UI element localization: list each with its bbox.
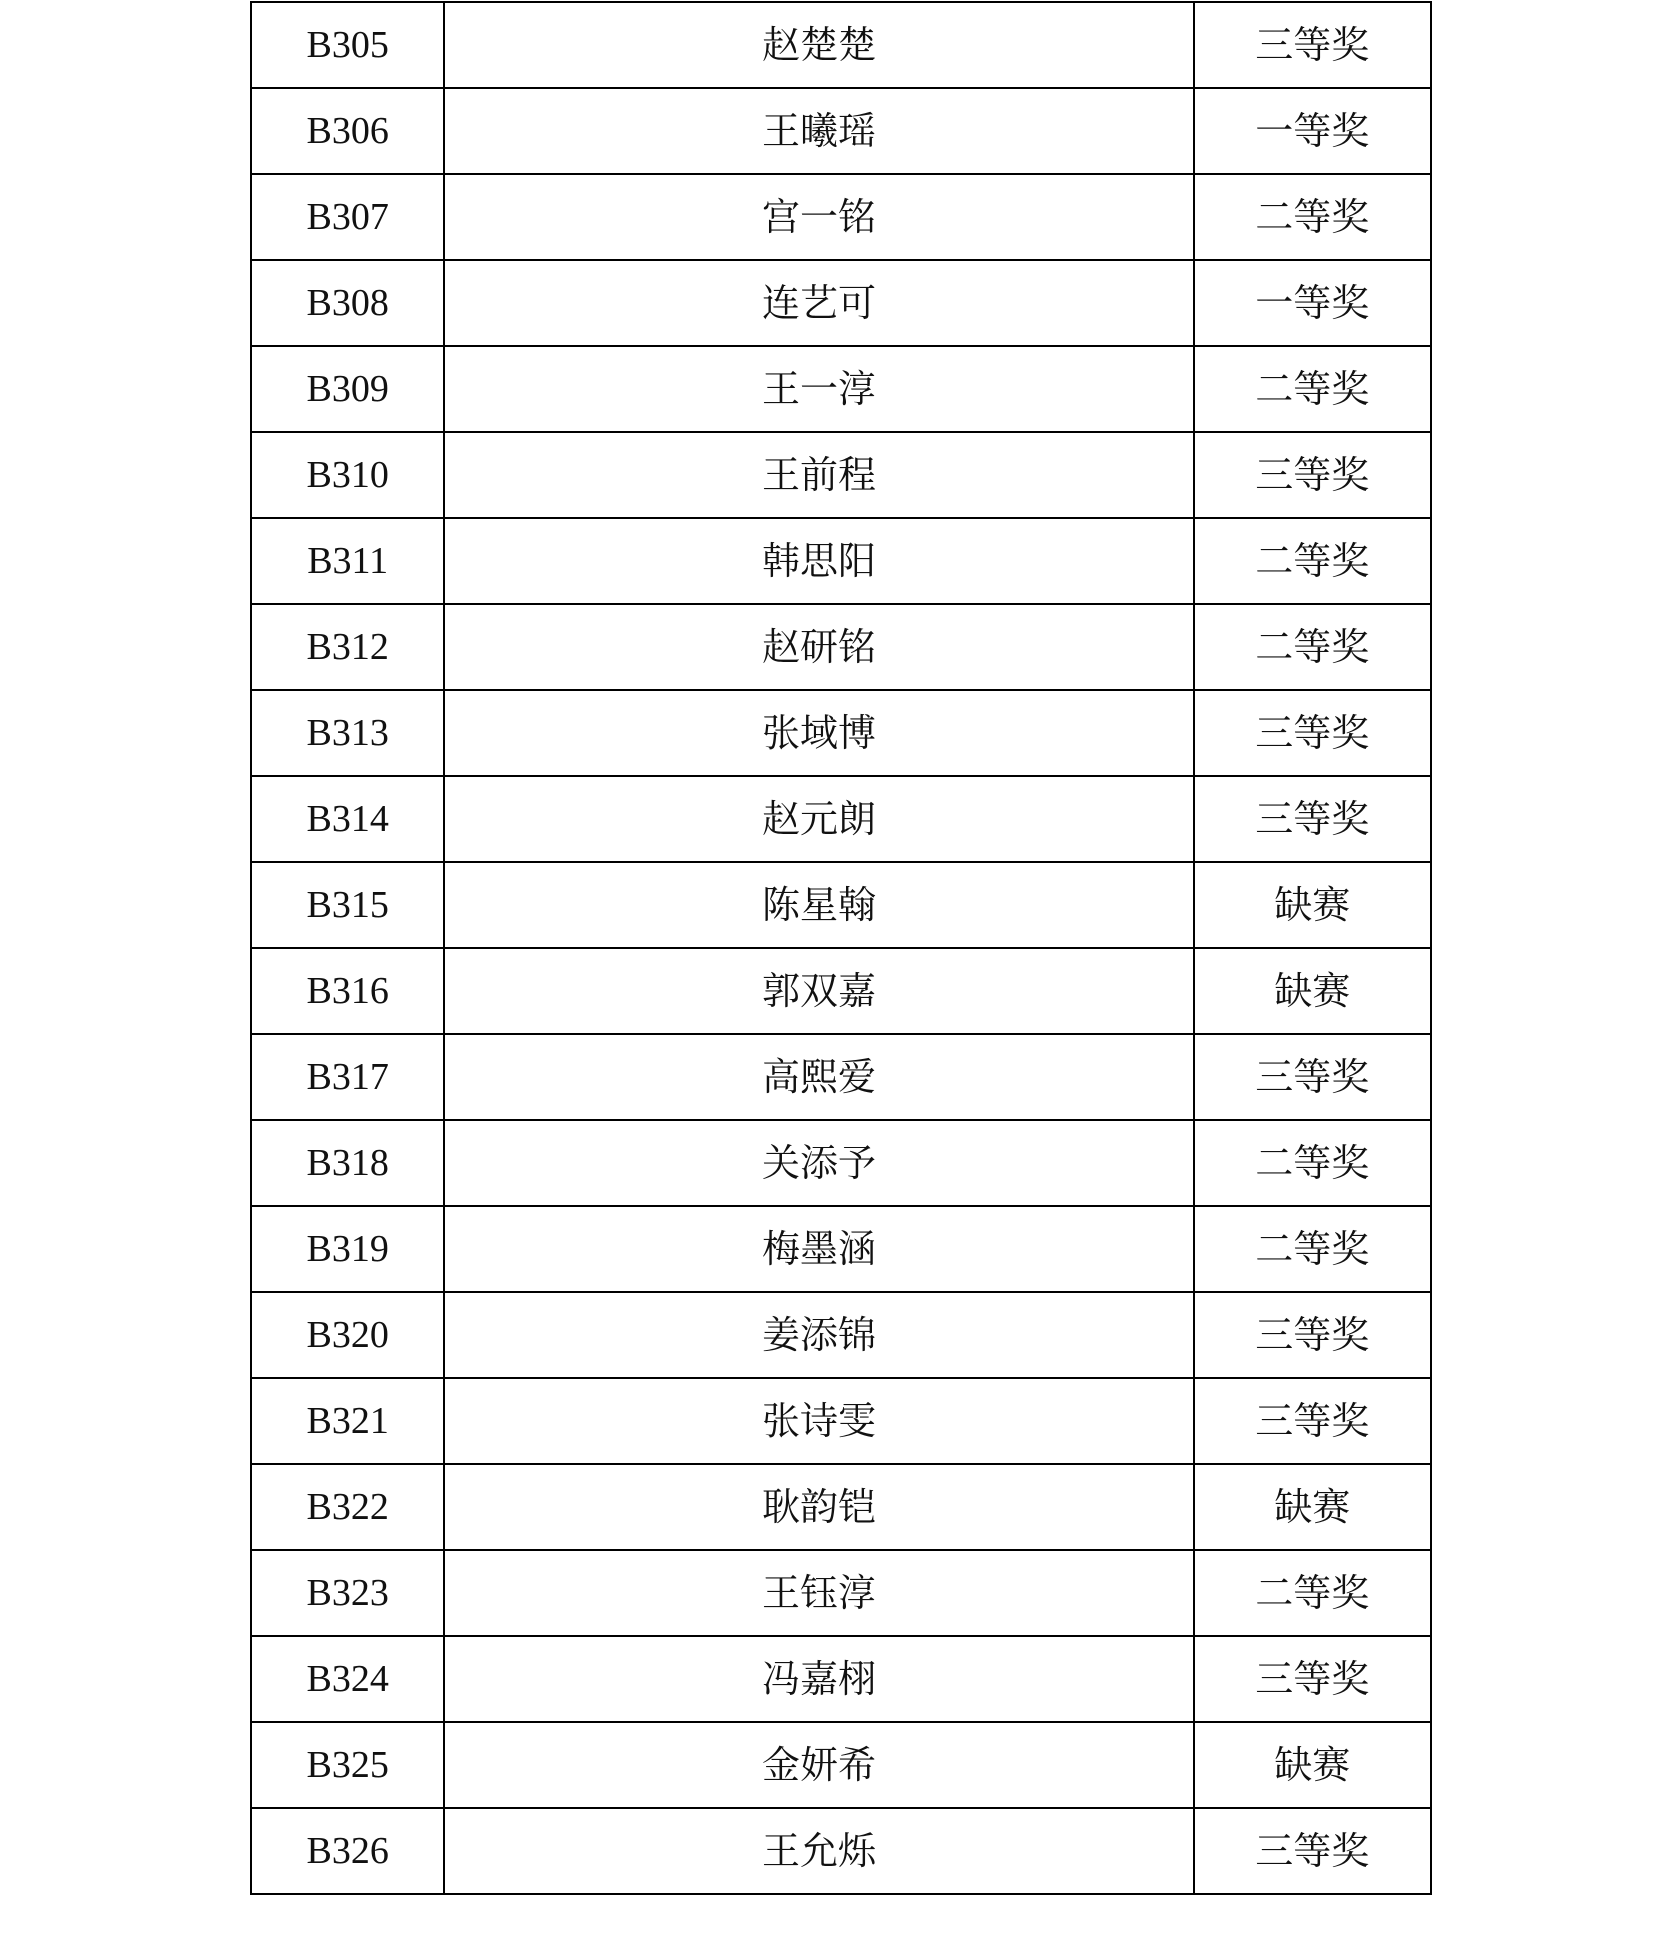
table-row — [251, 1464, 1431, 1550]
student-name-cell: 张诗雯 — [444, 1378, 1193, 1464]
award-cell: 三等奖 — [1194, 2, 1431, 88]
award-cell: 三等奖 — [1194, 1378, 1431, 1464]
student-name-cell: 王允烁 — [444, 1808, 1193, 1894]
entry-id-cell: B305 — [251, 2, 444, 88]
entry-id-cell: B314 — [251, 776, 444, 862]
entry-id-cell: B309 — [251, 346, 444, 432]
table-row — [251, 1292, 1431, 1378]
table-row — [251, 862, 1431, 948]
award-cell: 二等奖 — [1194, 174, 1431, 260]
student-name-cell: 冯嘉栩 — [444, 1636, 1193, 1722]
table-row — [251, 1808, 1431, 1894]
student-name-cell: 张域博 — [444, 690, 1193, 776]
entry-id-cell: B316 — [251, 948, 444, 1034]
entry-id-cell: B313 — [251, 690, 444, 776]
entry-id-cell: B317 — [251, 1034, 444, 1120]
entry-id-cell: B308 — [251, 260, 444, 346]
student-name-cell: 王钰淳 — [444, 1550, 1193, 1636]
table-row — [251, 88, 1431, 174]
award-cell: 三等奖 — [1194, 1034, 1431, 1120]
student-name-cell: 王一淳 — [444, 346, 1193, 432]
table-row — [251, 1120, 1431, 1206]
table-row — [251, 2, 1431, 88]
table-row — [251, 604, 1431, 690]
entry-id-cell: B325 — [251, 1722, 444, 1808]
award-cell: 一等奖 — [1194, 88, 1431, 174]
table-row — [251, 1636, 1431, 1722]
student-name-cell: 宫一铭 — [444, 174, 1193, 260]
award-cell: 缺赛 — [1194, 1722, 1431, 1808]
entry-id-cell: B311 — [251, 518, 444, 604]
entry-id-cell: B319 — [251, 1206, 444, 1292]
table-row — [251, 432, 1431, 518]
table-row — [251, 690, 1431, 776]
entry-id-cell: B326 — [251, 1808, 444, 1894]
award-cell: 三等奖 — [1194, 1292, 1431, 1378]
award-cell: 二等奖 — [1194, 1550, 1431, 1636]
student-name-cell: 王曦瑶 — [444, 88, 1193, 174]
student-name-cell: 金妍希 — [444, 1722, 1193, 1808]
entry-id-cell: B322 — [251, 1464, 444, 1550]
results-table — [250, 1, 1432, 1895]
table-row — [251, 1378, 1431, 1464]
table-row — [251, 1550, 1431, 1636]
student-name-cell: 梅墨涵 — [444, 1206, 1193, 1292]
entry-id-cell: B321 — [251, 1378, 444, 1464]
entry-id-cell: B320 — [251, 1292, 444, 1378]
student-name-cell: 连艺可 — [444, 260, 1193, 346]
student-name-cell: 郭双嘉 — [444, 948, 1193, 1034]
table-row — [251, 1034, 1431, 1120]
table-row — [251, 1722, 1431, 1808]
student-name-cell: 韩思阳 — [444, 518, 1193, 604]
student-name-cell: 高熙爱 — [444, 1034, 1193, 1120]
entry-id-cell: B312 — [251, 604, 444, 690]
award-cell: 缺赛 — [1194, 948, 1431, 1034]
entry-id-cell: B307 — [251, 174, 444, 260]
award-cell: 二等奖 — [1194, 346, 1431, 432]
table-row — [251, 260, 1431, 346]
table-row — [251, 948, 1431, 1034]
award-cell: 一等奖 — [1194, 260, 1431, 346]
results-table-body — [251, 2, 1431, 1894]
table-row — [251, 1206, 1431, 1292]
entry-id-cell: B324 — [251, 1636, 444, 1722]
award-cell: 三等奖 — [1194, 776, 1431, 862]
award-cell: 缺赛 — [1194, 1464, 1431, 1550]
award-cell: 三等奖 — [1194, 1636, 1431, 1722]
table-row — [251, 346, 1431, 432]
award-cell: 三等奖 — [1194, 1808, 1431, 1894]
award-cell: 二等奖 — [1194, 518, 1431, 604]
table-row — [251, 518, 1431, 604]
award-cell: 二等奖 — [1194, 604, 1431, 690]
award-cell: 缺赛 — [1194, 862, 1431, 948]
student-name-cell: 陈星翰 — [444, 862, 1193, 948]
award-cell: 三等奖 — [1194, 432, 1431, 518]
award-cell: 二等奖 — [1194, 1120, 1431, 1206]
entry-id-cell: B310 — [251, 432, 444, 518]
student-name-cell: 赵研铭 — [444, 604, 1193, 690]
table-row — [251, 174, 1431, 260]
student-name-cell: 耿韵铠 — [444, 1464, 1193, 1550]
table-row — [251, 776, 1431, 862]
student-name-cell: 赵楚楚 — [444, 2, 1193, 88]
award-cell: 二等奖 — [1194, 1206, 1431, 1292]
entry-id-cell: B315 — [251, 862, 444, 948]
entry-id-cell: B318 — [251, 1120, 444, 1206]
student-name-cell: 关添予 — [444, 1120, 1193, 1206]
entry-id-cell: B323 — [251, 1550, 444, 1636]
student-name-cell: 赵元朗 — [444, 776, 1193, 862]
award-cell: 三等奖 — [1194, 690, 1431, 776]
student-name-cell: 王前程 — [444, 432, 1193, 518]
student-name-cell: 姜添锦 — [444, 1292, 1193, 1378]
entry-id-cell: B306 — [251, 88, 444, 174]
